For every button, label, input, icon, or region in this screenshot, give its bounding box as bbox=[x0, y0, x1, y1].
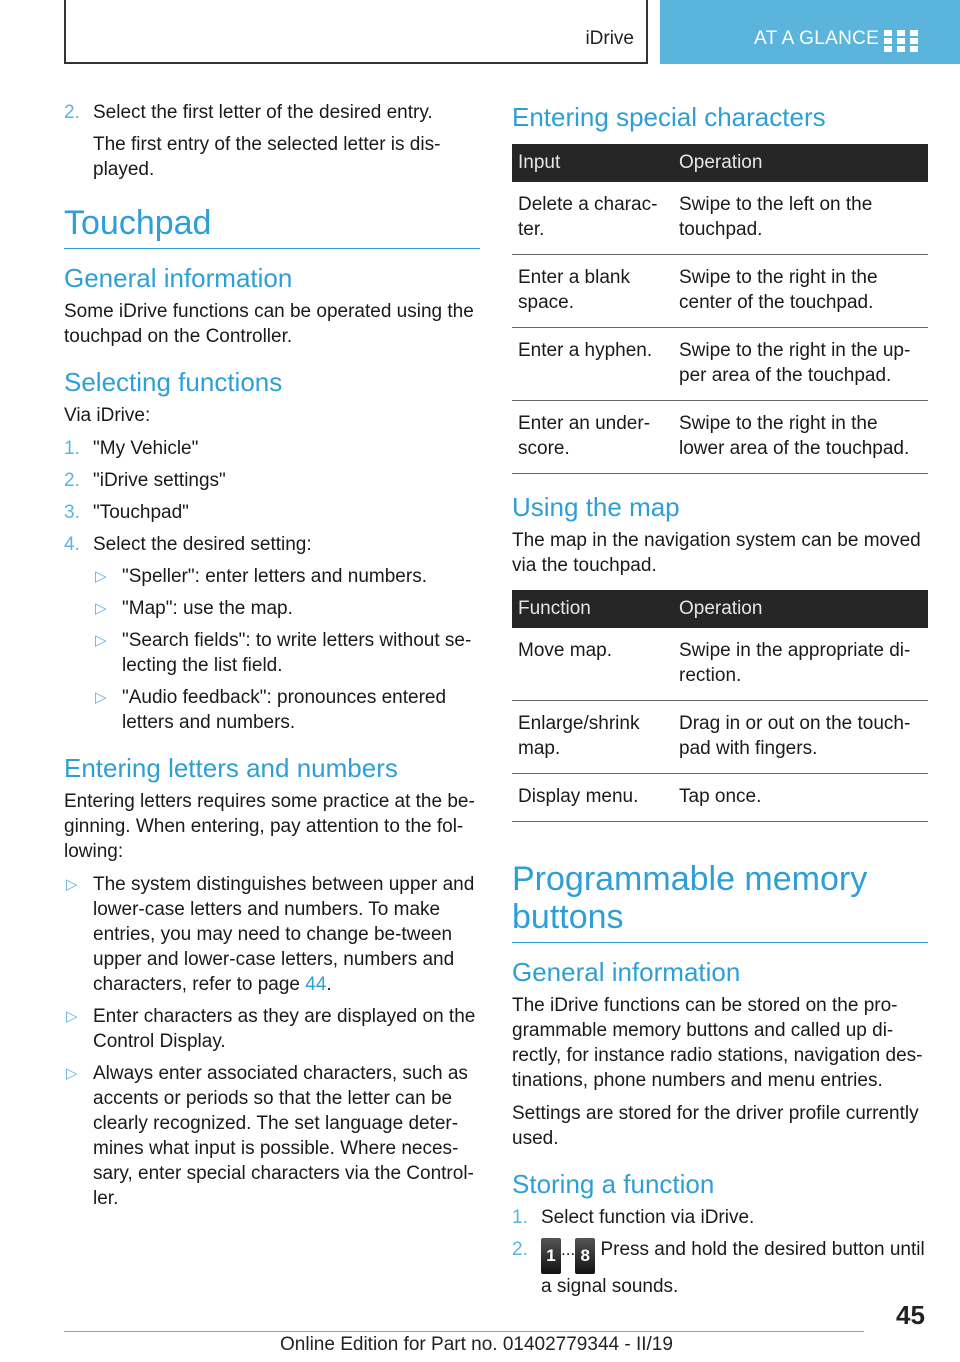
list-item: 1. Select function via iDrive. bbox=[512, 1207, 755, 1228]
paragraph: Settings are stored for the driver profile currently used. bbox=[512, 1103, 919, 1149]
header-section-box bbox=[64, 0, 648, 64]
section-title-programmable-buttons: Programmable memory buttons bbox=[512, 860, 928, 943]
bullet-item: ▷ "Speller": enter letters and numbers. bbox=[95, 566, 427, 587]
table-header: Operation bbox=[673, 144, 928, 182]
table-header: Function bbox=[512, 590, 673, 628]
triangle-bullet-icon: ▷ bbox=[95, 568, 107, 585]
table-row: Enter an under-score. Swipe to the right in the lower area of the touchpad. bbox=[512, 401, 928, 474]
table-row: Enter a blank space. Swipe to the right in the center of the touchpad. bbox=[512, 255, 928, 328]
list-item: 2. "iDrive settings" bbox=[64, 470, 226, 491]
memory-button-8-icon: 8 bbox=[575, 1238, 595, 1274]
footer-edition: Online Edition for Part no. 01402779344 - II/19 bbox=[280, 1334, 673, 1355]
list-item: 1. "My Vehicle" bbox=[64, 438, 199, 459]
heading-selecting-functions: Selecting functions bbox=[64, 367, 283, 397]
paragraph: Some iDrive functions can be operated using the touchpad on the Controller. bbox=[64, 301, 474, 347]
bullet-item: ▷ The system distinguishes between upper and lower-case letters and numbers. To make entries, you may need to change be-tween upper and lower-case letters, numbers and characters, refer to page 44. bbox=[66, 874, 475, 995]
list-item-note: The first entry of the selected letter is dis-played. bbox=[93, 134, 441, 180]
memory-button-1-icon: 1 bbox=[541, 1238, 561, 1274]
list-item: 2. 1 ... 8 Press and hold the desired button until a signal sounds. bbox=[512, 1239, 925, 1297]
triangle-bullet-icon: ▷ bbox=[95, 689, 107, 706]
list-item: 4. Select the desired setting: bbox=[64, 534, 312, 555]
triangle-bullet-icon: ▷ bbox=[66, 876, 78, 893]
header-chapter-label: AT A GLANCE bbox=[754, 28, 880, 49]
bullet-item: ▷ "Search fields": to write letters without se-lecting the list field. bbox=[95, 630, 472, 676]
bullet-item: ▷ "Map": use the map. bbox=[95, 598, 293, 619]
special-characters-table bbox=[512, 144, 928, 474]
table-row: Delete a charac-ter. Swipe to the left on the touchpad. bbox=[512, 182, 928, 255]
footer-divider bbox=[64, 1331, 864, 1332]
grid-icon bbox=[884, 30, 920, 52]
header-section-title: iDrive bbox=[585, 28, 634, 49]
table-row: Move map. Swipe in the appropriate di-rection. bbox=[512, 628, 928, 701]
triangle-bullet-icon: ▷ bbox=[66, 1008, 78, 1025]
bullet-item: ▷ Enter characters as they are displayed on the Control Display. bbox=[66, 1006, 476, 1052]
heading-storing-function: Storing a function bbox=[512, 1169, 715, 1199]
triangle-bullet-icon: ▷ bbox=[95, 632, 107, 649]
list-item: 2. Select the first letter of the desired entry. bbox=[64, 102, 433, 123]
table-row: Enter a hyphen. Swipe to the right in the up-per area of the touchpad. bbox=[512, 328, 928, 401]
table-header: Input bbox=[512, 144, 673, 182]
paragraph: The map in the navigation system can be moved via the touchpad. bbox=[512, 530, 921, 576]
map-table bbox=[512, 590, 928, 822]
table-row: Enlarge/shrink map. Drag in or out on the touch-pad with fingers. bbox=[512, 701, 928, 774]
paragraph: Via iDrive: bbox=[64, 405, 151, 426]
list-item: 3. "Touchpad" bbox=[64, 502, 189, 523]
table-header: Operation bbox=[673, 590, 928, 628]
triangle-bullet-icon: ▷ bbox=[95, 600, 107, 617]
page-number: 45 bbox=[896, 1300, 925, 1330]
header-chapter-tab bbox=[660, 0, 960, 64]
paragraph: Entering letters requires some practice at the be-ginning. When entering, pay attention to the fol-lowing: bbox=[64, 791, 475, 862]
triangle-bullet-icon: ▷ bbox=[66, 1065, 78, 1082]
bullet-item: ▷ "Audio feedback": pronounces entered letters and numbers. bbox=[95, 687, 447, 733]
heading-special-characters: Entering special characters bbox=[512, 102, 826, 132]
table-row: Display menu. Tap once. bbox=[512, 774, 928, 822]
heading-using-map: Using the map bbox=[512, 492, 680, 522]
bullet-item: ▷ Always enter associated characters, such as accents or periods so that the letter can be clearly recognized. The set language deter-mines what input is possible. Where neces-sary, enter special characters via the Control-ler. bbox=[66, 1063, 474, 1209]
heading-entering-letters: Entering letters and numbers bbox=[64, 753, 398, 783]
page-link[interactable]: 44 bbox=[305, 974, 327, 995]
section-title-touchpad: Touchpad bbox=[64, 204, 480, 249]
left-column bbox=[64, 100, 480, 1218]
right-column bbox=[512, 100, 928, 1306]
paragraph: The iDrive functions can be stored on the pro-grammable memory buttons and called up di-rectly, for instance radio stations, navigation des-tinations, phone numbers and menu entries. bbox=[512, 995, 923, 1091]
heading-general-information: General information bbox=[64, 263, 293, 293]
heading-general-information: General information bbox=[512, 957, 741, 987]
